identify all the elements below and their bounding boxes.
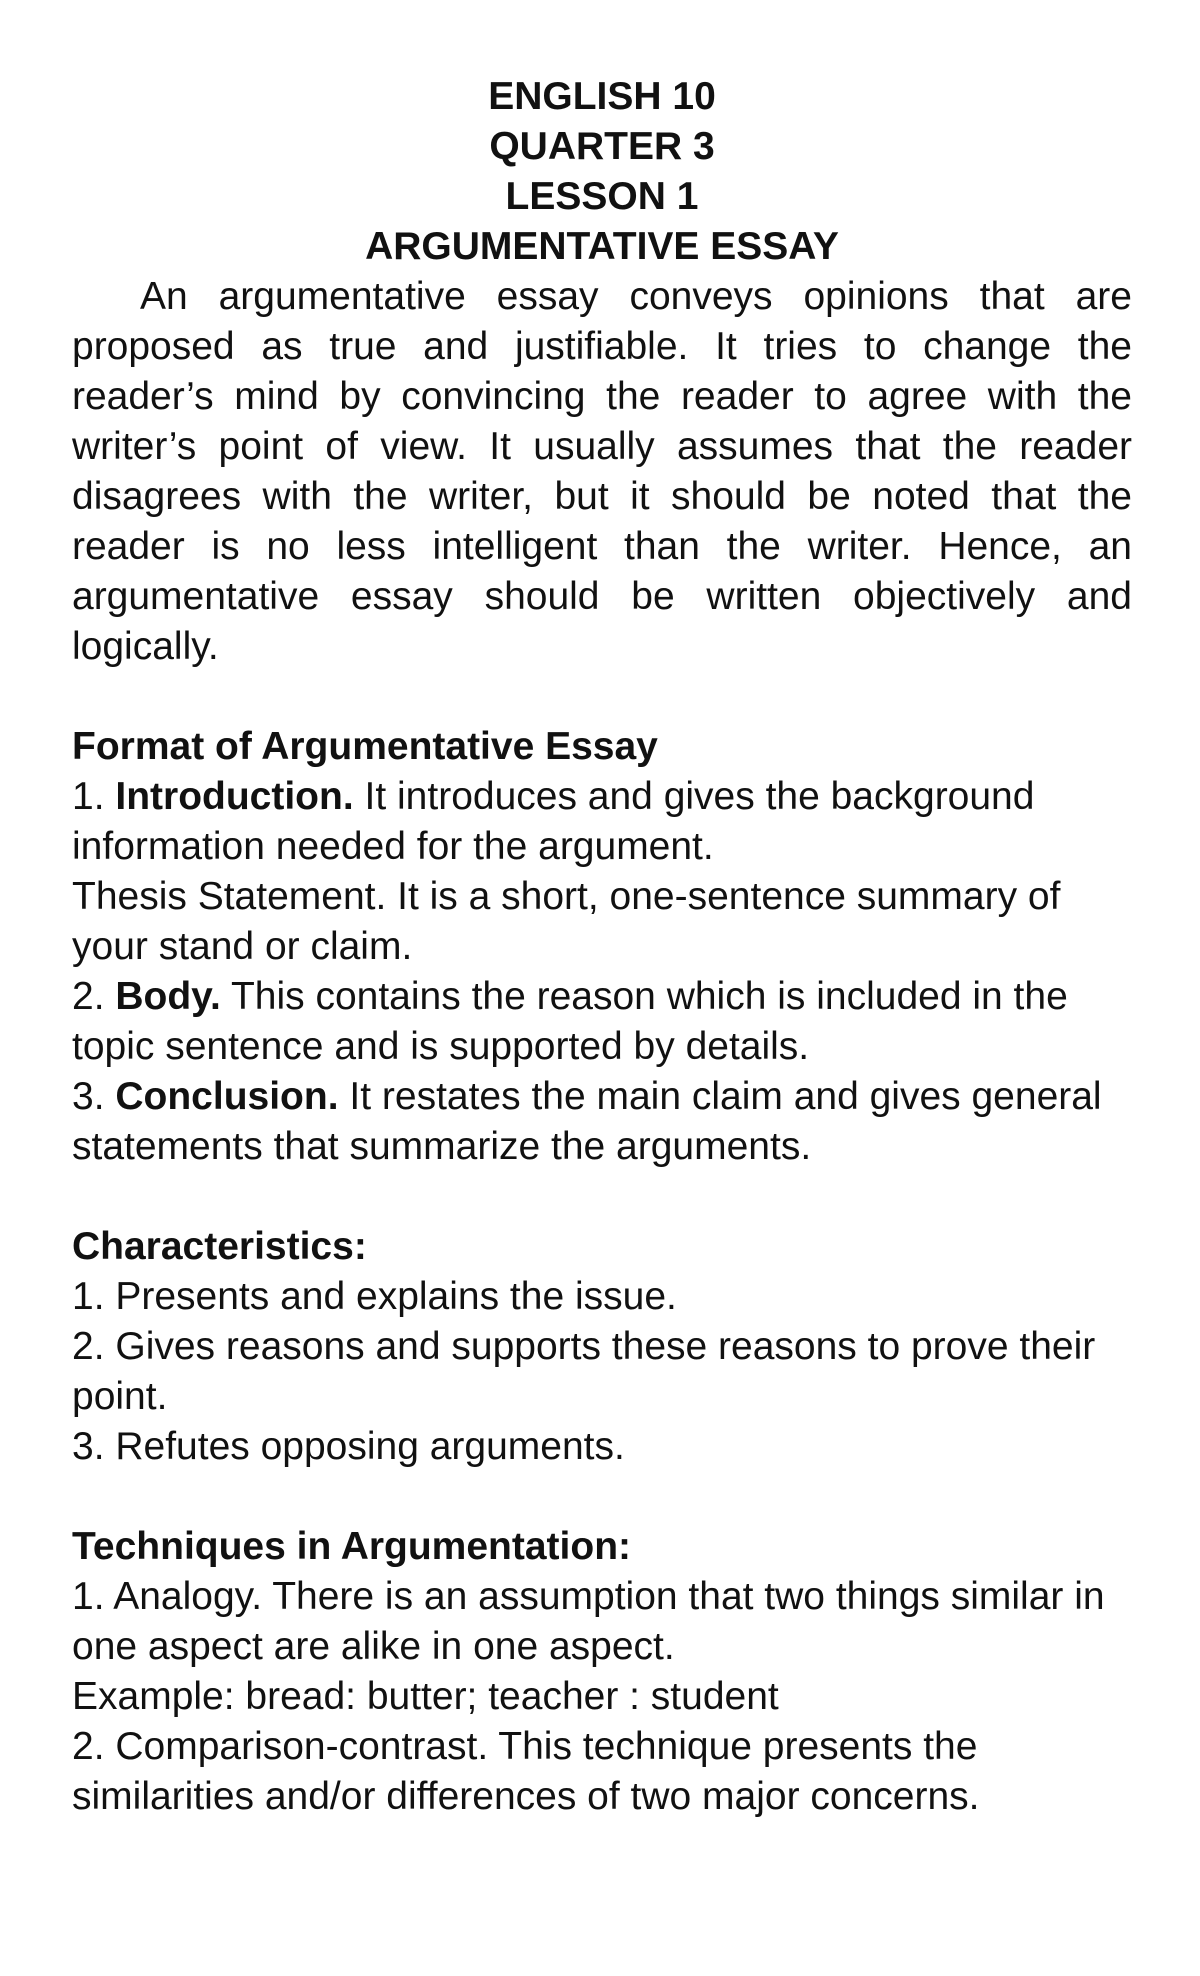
techniques-heading: Techniques in Argumentation: [72, 1525, 632, 1568]
document-page [72, 72, 1132, 1822]
techniques-section [72, 1522, 1132, 1822]
list-item: 2. Comparison-contrast. This technique presents the similarities and/or differences of two major concerns. [72, 1725, 980, 1818]
lesson-title: LESSON 1 [505, 175, 699, 218]
subject-title: ENGLISH 10 [488, 75, 716, 118]
list-item: 1. Presents and explains the issue. [72, 1275, 677, 1318]
intro-paragraph: An argumentative essay conveys opinions that are proposed as true and justifiable. It tries to change the reader’s mind by convincing the reader to agree with the writer’s point of view. It usually assumes that the reader disagrees with the writer, but it should be noted that the reader is no less intelligent than the writer. Hence, an argumentative essay should be written objectively and logically. [72, 275, 1132, 668]
list-item: 2. Gives reasons and supports these reasons to prove their point. [72, 1325, 1096, 1418]
format-item-body [72, 972, 1132, 1072]
item-text: This contains the reason which is included in the topic sentence and is supported by details. [72, 975, 1068, 1068]
format-section [72, 722, 1132, 1172]
item-number: 3. [72, 1075, 116, 1118]
item-text: Thesis Statement. It is a short, one-sentence summary of your stand or claim. [72, 875, 1061, 968]
characteristics-heading: Characteristics: [72, 1225, 367, 1268]
item-text: It restates the main claim and gives general statements that summarize the arguments. [72, 1075, 1102, 1168]
list-item: 1. Analogy. There is an assumption that two things similar in one aspect are alike in one aspect. [72, 1575, 1105, 1668]
list-item: 3. Refutes opposing arguments. [72, 1425, 625, 1468]
characteristics-section [72, 1222, 1132, 1472]
format-item-thesis [72, 872, 1132, 972]
item-term: Introduction. [115, 775, 354, 818]
spacer [72, 1172, 1132, 1222]
item-term: Body. [115, 975, 221, 1018]
spacer [72, 1472, 1132, 1522]
item-text: It introduces and gives the background information needed for the argument. [72, 775, 1035, 868]
format-item-conclusion [72, 1072, 1132, 1172]
spacer [72, 672, 1132, 722]
item-number: 1. [72, 775, 116, 818]
quarter-title: QUARTER 3 [489, 125, 715, 168]
document-header [72, 72, 1132, 272]
item-term: Conclusion. [115, 1075, 339, 1118]
format-heading: Format of Argumentative Essay [72, 725, 658, 768]
list-item: Example: bread: butter; teacher : student [72, 1675, 779, 1718]
essay-title: ARGUMENTATIVE ESSAY [365, 225, 839, 268]
format-item-introduction [72, 772, 1132, 872]
item-number: 2. [72, 975, 116, 1018]
